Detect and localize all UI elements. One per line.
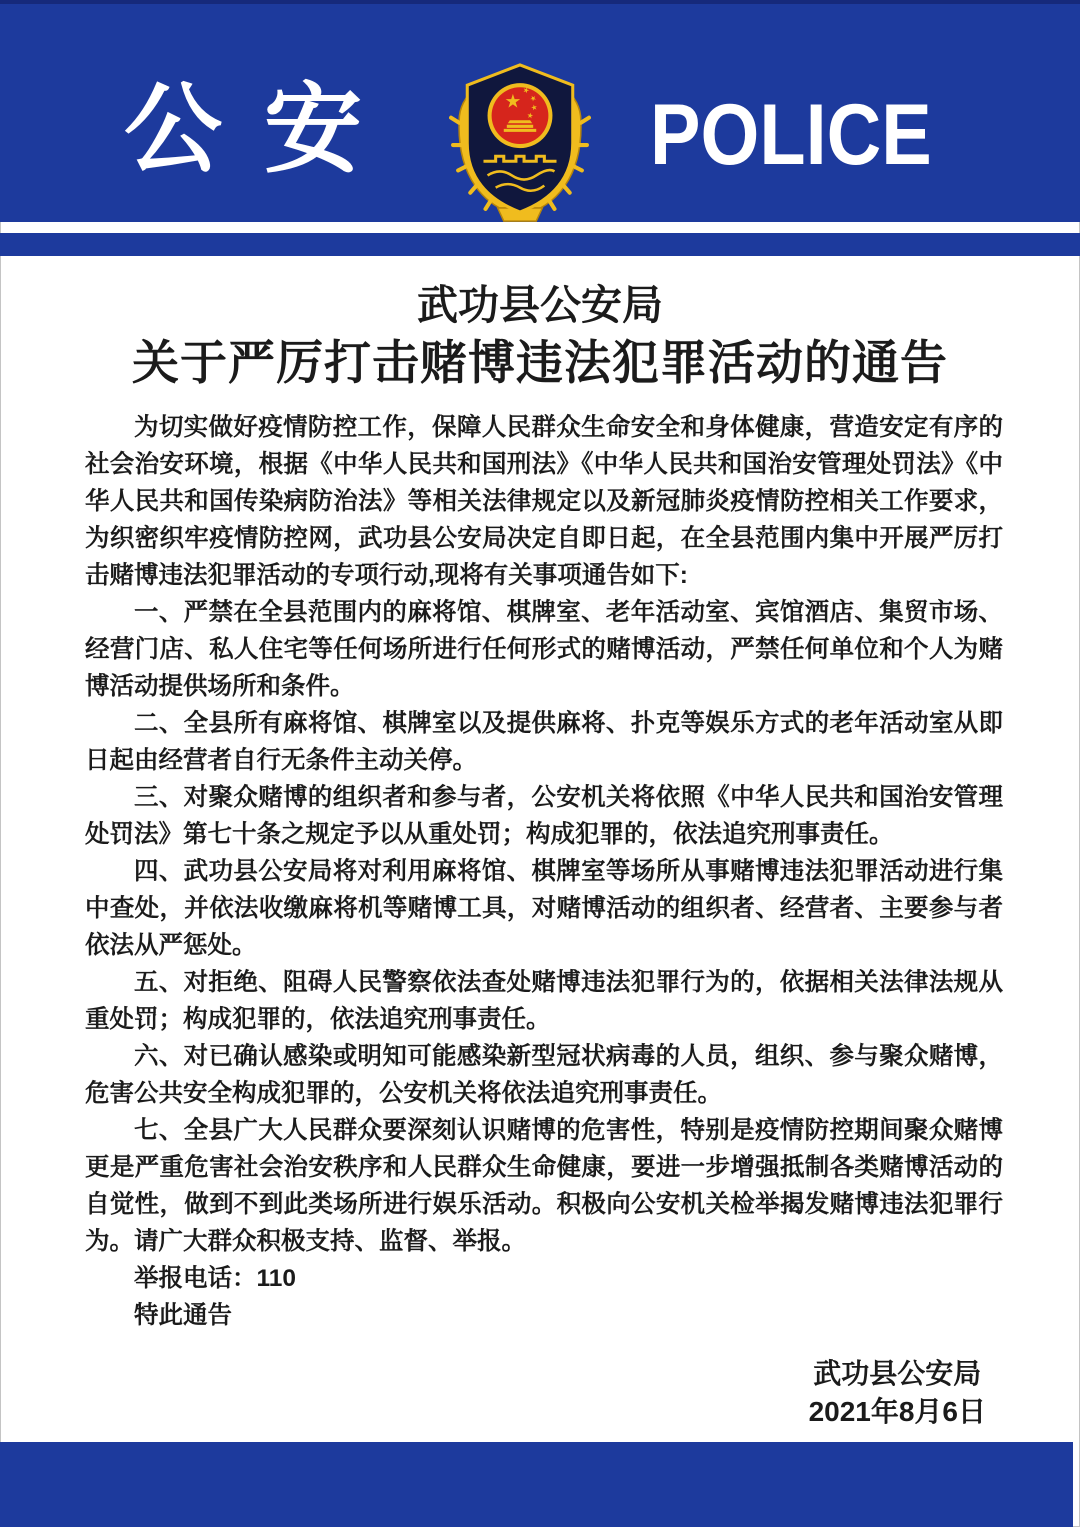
signature-block (809, 1355, 986, 1431)
notice-item-4: 四、武功县公安局将对利用麻将馆、棋牌室等场所从事赌博违法犯罪活动进行集中查处，并依法收缴麻将机等赌博工具，对赌博活动的组织者、经营者、主要参与者依法从严惩处。 (85, 858, 1003, 959)
notice-title-subject: 关于严厉打击赌博违法犯罪活动的通告 (132, 336, 948, 390)
signature-date: 2021年8月6日 (808, 1396, 986, 1427)
header-right-text: POLICE (650, 87, 932, 183)
notice-title-org: 武功县公安局 (417, 282, 663, 328)
notice-intro-paragraph: 为切实做好疫情防控工作，保障人民群众生命安全和身体健康，营造安定有序的社会治安环境，根据《中华人民共和国刑法》《中华人民共和国治安管理处罚法》《中华人民共和国传染病防治法》等相关法律规定以及新冠肺炎疫情防控相关工作要求，为织密织牢疫情防控网，武功县公安局决定自即日起，在全县范围内集中开展严厉打击赌博违法犯罪活动的专项行动,现将有关事项通告如下: (85, 414, 1003, 589)
notice-item-3: 三、对聚众赌博的组织者和参与者，公安机关将依照《中华人民共和国治安管理处罚法》第七十条之规定予以从重处罚；构成犯罪的，依法追究刑事责任。 (85, 784, 1003, 848)
notice-item-5: 五、对拒绝、阻碍人民警察依法查处赌博违法犯罪行为的，依据相关法律法规从重处罚；构成犯罪的，依法追究刑事责任。 (85, 969, 1003, 1033)
notice-item-2: 二、全县所有麻将馆、棋牌室以及提供麻将、扑克等娱乐方式的老年活动室从即日起由经营者自行无条件主动关停。 (85, 710, 1003, 774)
header-left-text: 公安 (124, 74, 405, 184)
notice-item-7: 七、全县广大人民群众要深刻认识赌博的危害性，特别是疫情防控期间聚众赌博更是严重危害社会治安秩序和人民群众生命健康，要进一步增强抵制各类赌博活动的自觉性，做到不到此类场所进行娱乐活动。积极向公安机关检举揭发赌博违法犯罪行为。请广大群众积极支持、监督、举报。 (85, 1117, 1003, 1255)
header-band (0, 0, 1080, 222)
footer-band (0, 1442, 1073, 1527)
notice-body (85, 409, 1003, 1334)
notice-item-1: 一、严禁在全县范围内的麻将馆、棋牌室、老年活动室、宾馆酒店、集贸市场、经营门店、私人住宅等任何场所进行任何形式的赌博活动，严禁任何单位和个人为赌博活动提供场所和条件。 (85, 599, 1003, 700)
police-badge-icon (449, 59, 591, 223)
notice-title (0, 280, 1080, 392)
report-hotline: 举报电话：110 (134, 1265, 297, 1292)
signature-org: 武功县公安局 (813, 1358, 982, 1389)
notice-item-6: 六、对已确认感染或明知可能感染新型冠状病毒的人员，组织、参与聚众赌博，危害公共安全构成犯罪的，公安机关将依法追究刑事责任。 (85, 1043, 1003, 1107)
notice-closing: 特此通告 (134, 1302, 232, 1329)
header-accent-stripe (0, 233, 1080, 256)
